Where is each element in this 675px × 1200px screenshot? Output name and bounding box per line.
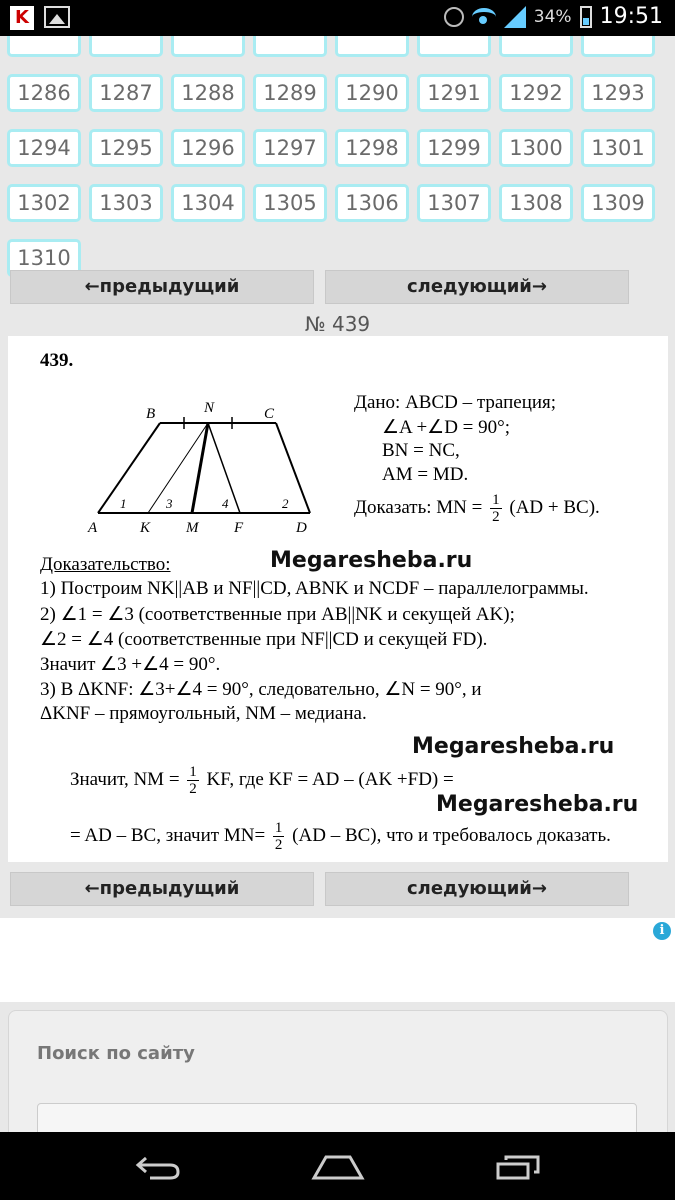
solution-image bbox=[8, 336, 668, 862]
fraction-half: $\frac{1}{2}$ bbox=[189, 764, 197, 797]
problem-link[interactable]: 1296 bbox=[171, 129, 245, 167]
problem-link[interactable]: 1298 bbox=[335, 129, 409, 167]
problem-link[interactable]: 1307 bbox=[417, 184, 491, 222]
system-nav-bar bbox=[0, 1132, 675, 1200]
problem-link[interactable]: 1288 bbox=[171, 74, 245, 112]
alarm-icon bbox=[444, 7, 464, 27]
battery-percent: 34% bbox=[533, 6, 572, 27]
label-angle-3: 3 bbox=[166, 496, 173, 511]
fraction-half: $\frac{1}{2}$ bbox=[274, 820, 283, 853]
problem-link[interactable] bbox=[335, 36, 409, 57]
wifi-icon bbox=[472, 8, 496, 26]
ad-area bbox=[0, 918, 675, 1002]
ad-info-icon[interactable]: i bbox=[653, 922, 671, 940]
problem-number: 439. bbox=[40, 350, 74, 371]
problem-link[interactable]: 1301 bbox=[581, 129, 655, 167]
watermark: Megaresheba.ru bbox=[412, 734, 615, 759]
search-title: Поиск по сайту bbox=[37, 1043, 195, 1064]
problem-link[interactable]: 1292 bbox=[499, 74, 573, 112]
label-a: A bbox=[88, 520, 98, 536]
problem-link[interactable]: 1291 bbox=[417, 74, 491, 112]
page bbox=[0, 36, 675, 1132]
label-b: B bbox=[146, 406, 156, 422]
problem-link[interactable]: 1308 bbox=[499, 184, 573, 222]
proof-line-7: Значит, NM = $\frac{1}{2}$ KF, где KF = AD – (AK +FD) = bbox=[70, 764, 454, 797]
fraction-half: $\frac{1}{2}$ bbox=[492, 492, 500, 525]
proof-line-5: 3) В ΔKNF: ∠3+∠4 = 90°, следовательно, ∠N = 90°, и bbox=[40, 679, 482, 700]
proof-line-8: = AD – BC, значит MN= $\frac{1}{2}$ (AD – BC), что и требовалось доказать. bbox=[70, 820, 611, 853]
problem-link[interactable]: 1305 bbox=[253, 184, 327, 222]
problem-link[interactable]: 1310 bbox=[7, 239, 81, 277]
label-d: D bbox=[296, 520, 307, 536]
problem-link[interactable]: 1294 bbox=[7, 129, 81, 167]
watermark: Megaresheba.ru bbox=[436, 792, 639, 817]
label-n: N bbox=[204, 400, 215, 416]
problem-link[interactable]: 1306 bbox=[335, 184, 409, 222]
prove-line bbox=[354, 492, 600, 525]
proof-title: Доказательство: bbox=[40, 554, 171, 575]
problem-link[interactable] bbox=[7, 36, 81, 57]
prev-button-top[interactable]: ←предыдущий bbox=[10, 270, 314, 304]
task-number: № 439 bbox=[304, 312, 371, 336]
recent-apps-icon[interactable] bbox=[494, 1154, 542, 1180]
clock: 19:51 bbox=[599, 4, 663, 29]
problem-link[interactable]: 1297 bbox=[253, 129, 327, 167]
label-angle-2: 2 bbox=[282, 496, 289, 511]
home-icon[interactable] bbox=[310, 1154, 366, 1180]
proof-line-6: ΔKNF – прямоугольный, NM – медиана. bbox=[40, 703, 367, 724]
battery-icon bbox=[580, 6, 592, 28]
status-bar bbox=[0, 0, 675, 36]
problem-link[interactable]: 1290 bbox=[335, 74, 409, 112]
prove-prefix: Доказать: MN = bbox=[354, 496, 483, 518]
kaspersky-icon: K bbox=[10, 6, 34, 30]
prove-suffix: (AD + BC). bbox=[509, 496, 600, 518]
problem-link[interactable] bbox=[171, 36, 245, 57]
proof-line-4: Значит ∠3 +∠4 = 90°. bbox=[40, 654, 221, 675]
given-line-1: Дано: ABCD – трапеция; bbox=[354, 392, 557, 413]
problem-link[interactable] bbox=[499, 36, 573, 57]
problem-link[interactable]: 1303 bbox=[89, 184, 163, 222]
problem-link[interactable]: 1300 bbox=[499, 129, 573, 167]
problem-link[interactable] bbox=[417, 36, 491, 57]
problem-link[interactable]: 1286 bbox=[7, 74, 81, 112]
back-icon[interactable] bbox=[134, 1154, 182, 1180]
proof-line-3: ∠2 = ∠4 (соответственные при NF||CD и секущей FD). bbox=[40, 629, 488, 650]
problem-link[interactable] bbox=[253, 36, 327, 57]
gallery-icon bbox=[44, 6, 70, 28]
problem-link[interactable] bbox=[581, 36, 655, 57]
label-f: F bbox=[234, 520, 244, 536]
problem-link[interactable]: 1287 bbox=[89, 74, 163, 112]
trapezoid-figure bbox=[78, 398, 338, 538]
search-panel bbox=[8, 1010, 668, 1132]
next-button-bottom[interactable]: следующий→ bbox=[325, 872, 629, 906]
next-button-top[interactable]: следующий→ bbox=[325, 270, 629, 304]
signal-icon bbox=[504, 6, 526, 28]
problem-link[interactable]: 1299 bbox=[417, 129, 491, 167]
problem-link[interactable]: 1295 bbox=[89, 129, 163, 167]
given-line-2: ∠A +∠D = 90°; bbox=[382, 417, 511, 438]
label-k: K bbox=[140, 520, 151, 536]
given-line-3: BN = NC, bbox=[382, 440, 460, 461]
label-angle-4: 4 bbox=[222, 496, 229, 511]
label-c: C bbox=[264, 406, 275, 422]
proof-line-2: 2) ∠1 = ∠3 (соответственные при AB||NK и секущей AK); bbox=[40, 604, 515, 625]
label-angle-1: 1 bbox=[120, 496, 127, 511]
problem-link[interactable]: 1309 bbox=[581, 184, 655, 222]
problem-link[interactable]: 1302 bbox=[7, 184, 81, 222]
watermark: Megaresheba.ru bbox=[270, 548, 473, 573]
side-ab bbox=[98, 423, 160, 513]
problem-link[interactable]: 1304 bbox=[171, 184, 245, 222]
prev-button-bottom[interactable]: ←предыдущий bbox=[10, 872, 314, 906]
proof-line-1: 1) Построим NK||AB и NF||CD, ABNK и NCDF – параллелограммы. bbox=[40, 578, 589, 599]
search-input[interactable] bbox=[37, 1103, 637, 1132]
label-m: M bbox=[186, 520, 199, 536]
problem-link[interactable] bbox=[89, 36, 163, 57]
problem-link[interactable]: 1293 bbox=[581, 74, 655, 112]
given-line-4: AM = MD. bbox=[382, 464, 469, 485]
line-nm bbox=[192, 423, 208, 513]
problem-link[interactable]: 1289 bbox=[253, 74, 327, 112]
